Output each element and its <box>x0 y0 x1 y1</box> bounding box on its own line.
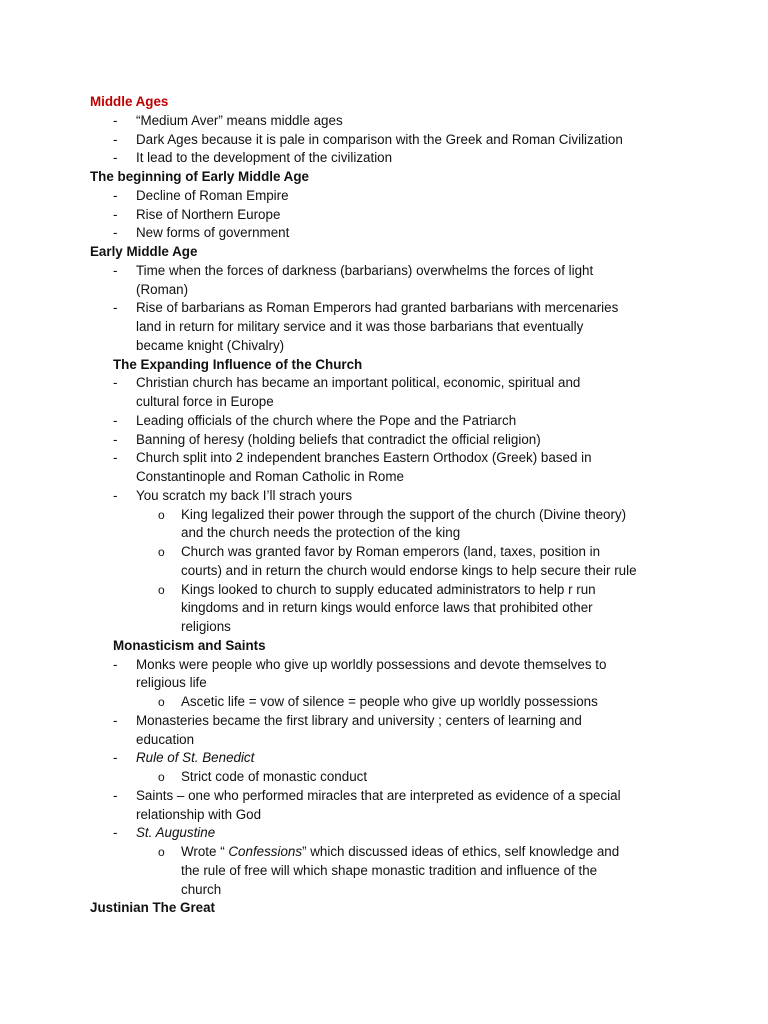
circle-bullet: o <box>158 695 165 709</box>
heading-early-middle-age: Early Middle Age <box>90 244 198 259</box>
circle-bullet: o <box>158 545 165 559</box>
circle-bullet: o <box>158 507 165 522</box>
circle-bullet: o <box>158 582 165 597</box>
list-item: - Church split into 2 independent branches Eastern Orthodox (Greek) based in Constantinople and Roman Catholic in Rome <box>113 450 592 484</box>
list-item: - Saints – one who performed miracles that are interpreted as evidence of a special relationship with God <box>113 787 621 822</box>
dash-bullet: - <box>113 431 118 447</box>
circle-bullet: o <box>158 845 165 859</box>
dash-bullet: - <box>113 750 118 766</box>
dash-bullet: - <box>113 375 118 391</box>
dash-bullet: - <box>113 131 118 147</box>
sub-list-item: o Kings looked to church to supply educated administrators to help r run kingdoms and in return kings would enforce laws that prohibited other religions <box>158 581 596 634</box>
list-item: - Rise of Northern Europe <box>90 206 730 225</box>
list-item: - New forms of government <box>90 224 730 243</box>
heading-justinian: Justinian The Great <box>90 900 216 916</box>
heading-beginning: The beginning of Early Middle Age <box>90 169 309 184</box>
dash-bullet: - <box>113 412 118 428</box>
sub-list-item: o King legalized their power through the support of the church (Divine theory) and the church needs the protection of the king <box>158 506 627 541</box>
list-item: - Time when the forces of darkness (barbarians) overwhelms the forces of light (Roman) <box>113 262 594 297</box>
dash-bullet: - <box>113 712 118 728</box>
circle-bullet: o <box>158 770 165 784</box>
sub-list-item: o Church was granted favor by Roman emperors (land, taxes, position in courts) and in return the church would endorse kings to help secure their rule <box>158 544 637 578</box>
list-item: - Monks were people who give up worldly possessions and devote themselves to religious life <box>113 656 607 691</box>
document-body <box>90 93 730 918</box>
list-item: - Rise of barbarians as Roman Emperors had granted barbarians with mercenaries land in return for military service and it was those barbarians that eventually became knight (Chivalry) <box>113 300 619 353</box>
list-item: - Leading officials of the church where the Pope and the Patriarch <box>90 412 730 431</box>
list-item: - “Medium Aver” means middle ages <box>90 112 730 131</box>
dash-bullet: - <box>113 187 118 203</box>
list-item: - Dark Ages because it is pale in comparison with the Greek and Roman Civilization <box>90 131 730 150</box>
sub-list-item: o Ascetic life = vow of silence = people who give up worldly possessions <box>90 693 730 712</box>
list-item: - Christian church has became an important political, economic, spiritual and cultural force in Europe <box>113 375 581 409</box>
heading-monasticism: Monasticism and Saints <box>113 637 266 653</box>
list-item: - St. Augustine <box>90 824 730 843</box>
dash-bullet: - <box>113 656 118 672</box>
list-item: - Banning of heresy (holding beliefs that contradict the official religion) <box>90 431 730 450</box>
dash-bullet: - <box>113 150 118 166</box>
dash-bullet: - <box>113 300 118 316</box>
dash-bullet: - <box>113 206 118 222</box>
dash-bullet: - <box>113 487 118 503</box>
dash-bullet: - <box>113 825 118 841</box>
heading-church: The Expanding Influence of the Church <box>113 356 363 372</box>
sub-list-item: o Strict code of monastic conduct <box>90 768 730 787</box>
dash-bullet: - <box>113 450 118 466</box>
heading-middle-ages: Middle Ages <box>90 94 169 109</box>
list-item: - Monasteries became the first library and university ; centers of learning and education <box>113 712 582 747</box>
dash-bullet: - <box>113 262 118 278</box>
dash-bullet: - <box>113 787 118 803</box>
dash-bullet: - <box>113 225 118 241</box>
list-item: - Decline of Roman Empire <box>90 187 730 206</box>
sub-list-item: o Wrote “ Confessions” which discussed ideas of ethics, self knowledge and the rule of free will which shape monastic tradition and influence of the church <box>158 844 620 897</box>
dash-bullet: - <box>113 112 118 128</box>
list-item: - It lead to the development of the civilization <box>90 149 730 168</box>
list-item: - You scratch my back I’ll strach yours <box>90 487 730 506</box>
list-item: - Rule of St. Benedict <box>90 749 730 768</box>
